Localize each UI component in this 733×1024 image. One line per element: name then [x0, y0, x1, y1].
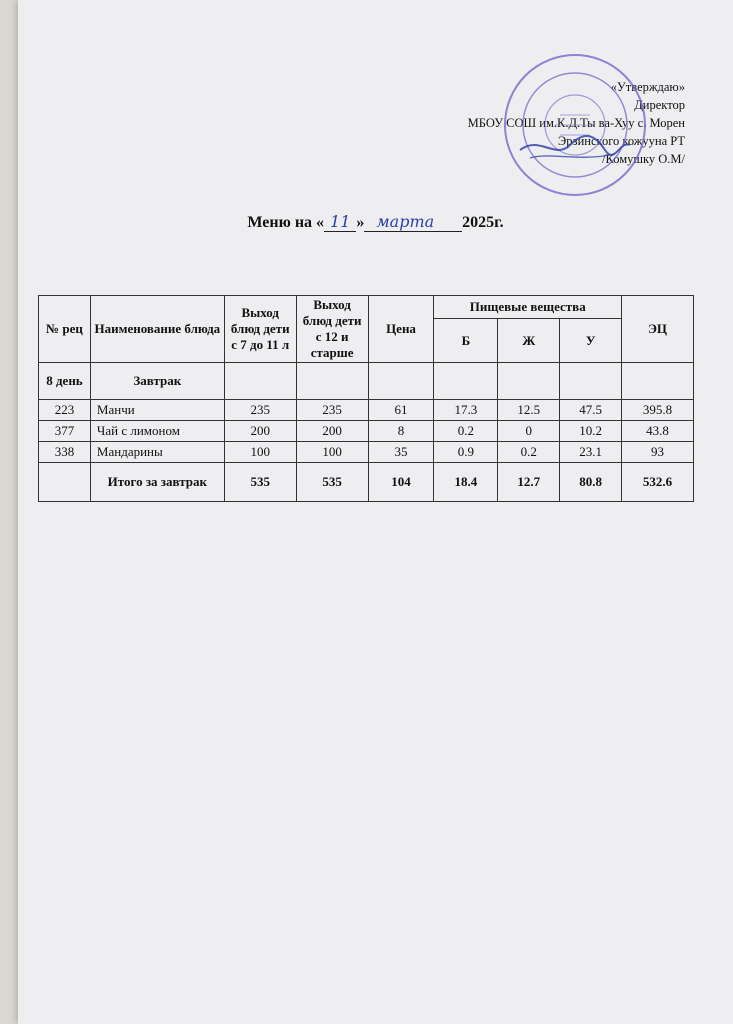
- header-output-12-plus: Выход блюд дети с 12 и старше: [296, 296, 368, 363]
- approval-line-4: Эрзинского кожууна РТ: [557, 134, 685, 148]
- total-u: 80.8: [560, 463, 622, 502]
- header-price: Цена: [368, 296, 434, 363]
- cell-zh: 0: [498, 421, 560, 442]
- cell-price: 35: [368, 442, 434, 463]
- table-row: [39, 421, 694, 442]
- approval-line-2: Директор: [634, 98, 685, 112]
- header-name: Наименование блюда: [90, 296, 224, 363]
- cell-rec: 338: [39, 442, 91, 463]
- menu-table: [38, 295, 694, 502]
- table-row: [39, 400, 694, 421]
- total-out2: 535: [296, 463, 368, 502]
- cell-name: Мандарины: [90, 442, 224, 463]
- cell-name: Чай с лимоном: [90, 421, 224, 442]
- cell-b: 17.3: [434, 400, 498, 421]
- header-fat: Ж: [498, 319, 560, 363]
- cell-price: 8: [368, 421, 434, 442]
- header-protein: Б: [434, 319, 498, 363]
- approval-line-5: /Комушку О.М/: [602, 152, 685, 166]
- cell-name: Манчи: [90, 400, 224, 421]
- cell-out2: 200: [296, 421, 368, 442]
- total-ec: 532.6: [622, 463, 694, 502]
- cell-u: 47.5: [560, 400, 622, 421]
- header-carbs: У: [560, 319, 622, 363]
- cell-ec: 43.8: [622, 421, 694, 442]
- approval-line-1: «Утверждаю»: [610, 80, 685, 94]
- cell-b: 0.2: [434, 421, 498, 442]
- total-out1: 535: [224, 463, 296, 502]
- cell-rec: 223: [39, 400, 91, 421]
- school-seal-stamp: [500, 50, 650, 200]
- total-price: 104: [368, 463, 434, 502]
- cell-ec: 93: [622, 442, 694, 463]
- title-mid: »: [356, 214, 365, 231]
- title-day: 11: [324, 212, 356, 232]
- total-zh: 12.7: [498, 463, 560, 502]
- approval-line-3: МБОУ СОШ им.К.Д.Ты ва-Хуу с. Морен: [467, 116, 685, 130]
- cell-b: 0.9: [434, 442, 498, 463]
- cell-out1: 235: [224, 400, 296, 421]
- section-meal: Завтрак: [90, 363, 224, 400]
- total-label: Итого за завтрак: [90, 463, 224, 502]
- total-row: [39, 463, 694, 502]
- page-title: [18, 212, 733, 232]
- cell-zh: 0.2: [498, 442, 560, 463]
- title-suffix: 2025г.: [462, 214, 504, 231]
- title-month: марта: [364, 212, 462, 232]
- header-rec: № рец: [39, 296, 91, 363]
- cell-out1: 200: [224, 421, 296, 442]
- cell-out2: 235: [296, 400, 368, 421]
- header-energy: ЭЦ: [622, 296, 694, 363]
- cell-out2: 100: [296, 442, 368, 463]
- total-b: 18.4: [434, 463, 498, 502]
- title-prefix: Меню на «: [247, 214, 325, 231]
- section-day: 8 день: [39, 363, 91, 400]
- header-output-7-11: Выход блюд дети с 7 до 11 л: [224, 296, 296, 363]
- cell-price: 61: [368, 400, 434, 421]
- table-row: [39, 442, 694, 463]
- cell-ec: 395.8: [622, 400, 694, 421]
- section-row: [39, 363, 694, 400]
- cell-u: 10.2: [560, 421, 622, 442]
- cell-out1: 100: [224, 442, 296, 463]
- cell-zh: 12.5: [498, 400, 560, 421]
- cell-rec: 377: [39, 421, 91, 442]
- header-nutrients: Пищевые вещества: [434, 296, 622, 319]
- document-page: [18, 0, 733, 1024]
- cell-u: 23.1: [560, 442, 622, 463]
